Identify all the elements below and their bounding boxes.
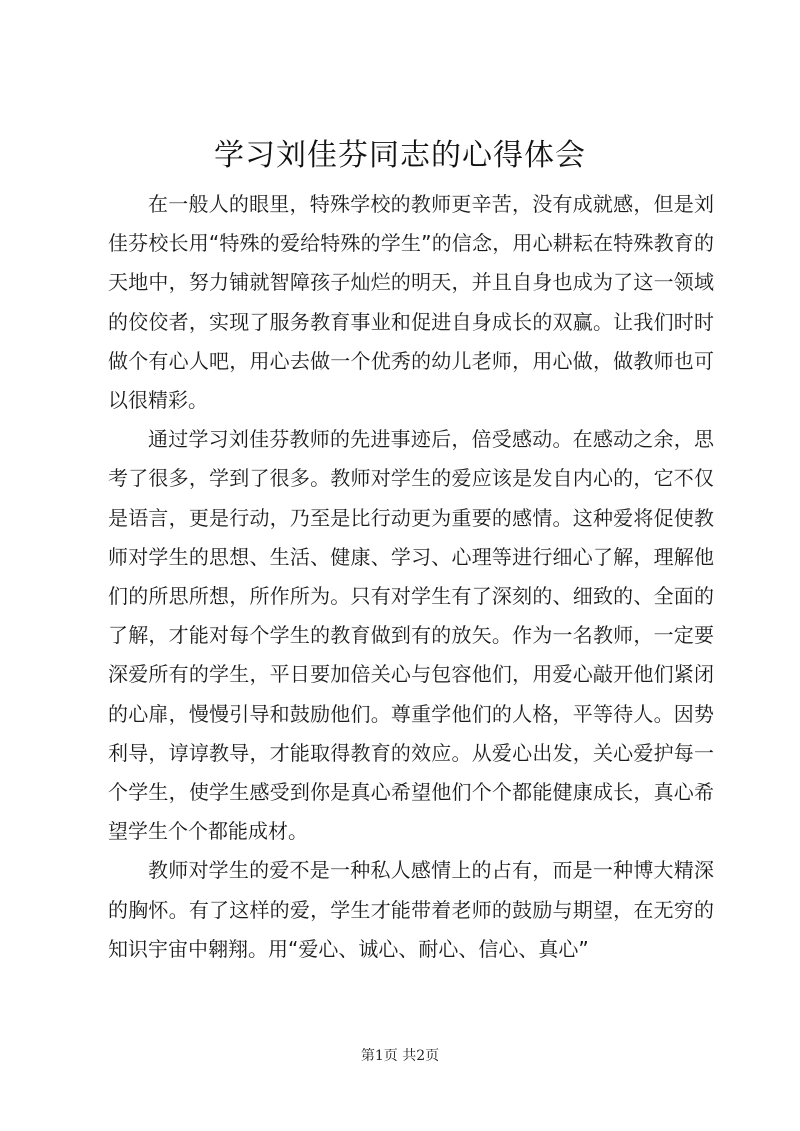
paragraph-2: 通过学习刘佳芬教师的先进事迹后，倍受感动。在感动之余，思考了很多，学到了很多。教师对学生的爱应该是发自内心的，它不仅是语言，更是行动，乃至是比行动更为重要的感情。这种爱将促使教师对学生的思想、生活、健康、学习、心理等进行细心了解，理解他们的所思所想，所作所为。只有对学生有了深刻的、细致的、全面的了解，才能对每个学生的教育做到有的放矢。作为一名教师，一定要深爱所有的学生，平日要加倍关心与包容他们，用爱心敲开他们紧闭的心扉，慢慢引导和鼓励他们。尊重学他们的人格，平等待人。因势利导，谆谆教导，才能取得教育的效应。从爱心出发，关心爱护每一个学生，使学生感受到你是真心希望他们个个都能健康成长，真心希望学生个个都能成材。 — [108, 427, 714, 844]
page-footer: 第1页 共2页 — [360, 1048, 440, 1064]
paragraph-1: 在一般人的眼里，特殊学校的教师更辛苦，没有成就感，但是刘佳芬校长用“特殊的爱给特殊的学生”的信念，用心耕耘在特殊教育的天地中，努力铺就智障孩子灿烂的明天，并且自身也成为了这一领域的佼佼者，实现了服务教育事业和促进自身成长的双赢。让我们时时做个有心人吧，用心去做一个优秀的幼儿老师，用心做，做教师也可以很精彩。 — [108, 192, 714, 413]
document-body — [108, 185, 714, 969]
paragraph-3: 教师对学生的爱不是一种私人感情上的占有，而是一种博大精深的胸怀。有了这样的爱，学生才能带着老师的鼓励与期望，在无穷的知识宇宙中翱翔。用“爱心、诚心、耐心、信心、真心” — [108, 858, 714, 961]
document-title: 学习刘佳芬同志的心得体会 — [214, 138, 586, 173]
